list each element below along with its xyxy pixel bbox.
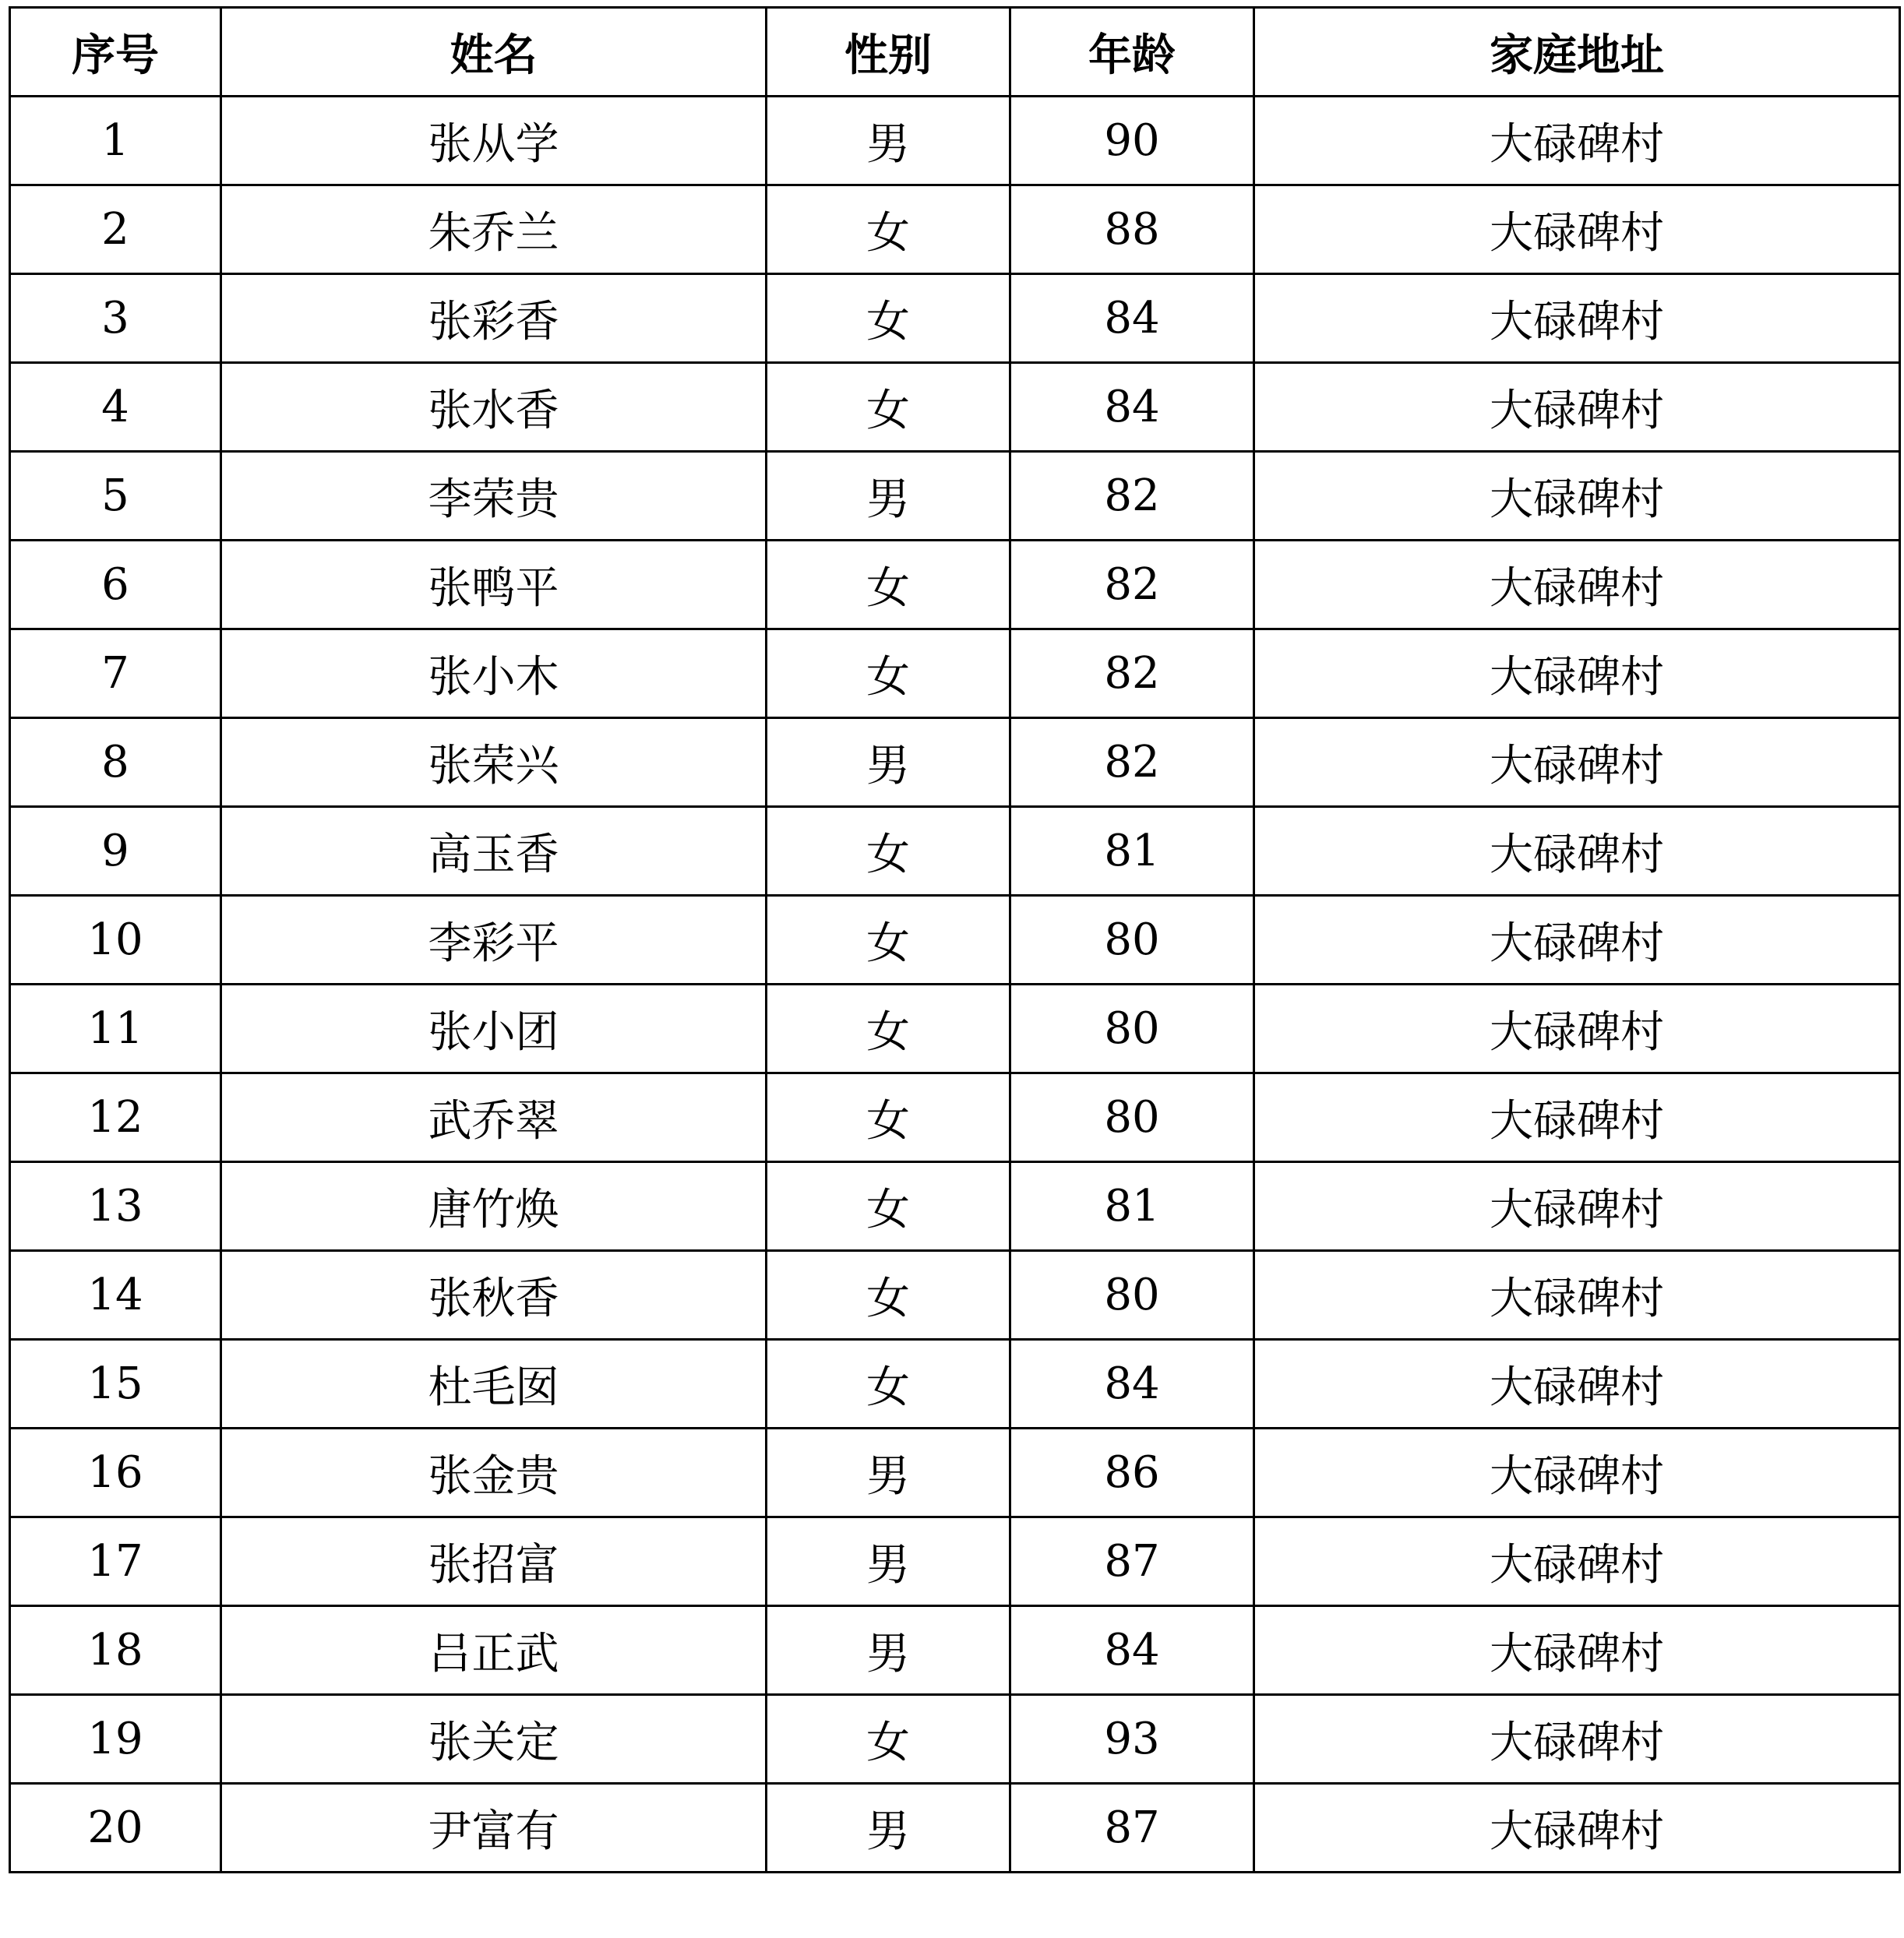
cell-gender: 女 [767, 363, 1010, 452]
cell-name: 李彩平 [221, 896, 767, 985]
cell-age: 80 [1010, 1073, 1254, 1162]
cell-age: 82 [1010, 541, 1254, 629]
table-row [10, 363, 1900, 452]
table-row [10, 1162, 1900, 1251]
cell-address: 大碌碑村 [1254, 452, 1900, 541]
cell-age: 93 [1010, 1695, 1254, 1784]
header-address: 家庭地址 [1254, 8, 1900, 97]
cell-gender: 女 [767, 541, 1010, 629]
table-row [10, 985, 1900, 1073]
table-row [10, 185, 1900, 274]
cell-name: 张鸭平 [221, 541, 767, 629]
table-row [10, 1073, 1900, 1162]
cell-name: 吕正武 [221, 1606, 767, 1695]
cell-gender: 女 [767, 985, 1010, 1073]
cell-address: 大碌碑村 [1254, 896, 1900, 985]
cell-gender: 女 [767, 629, 1010, 718]
cell-age: 81 [1010, 1162, 1254, 1251]
table-row [10, 629, 1900, 718]
cell-gender: 女 [767, 274, 1010, 363]
cell-address: 大碌碑村 [1254, 97, 1900, 185]
cell-name: 张水香 [221, 363, 767, 452]
header-name: 姓名 [221, 8, 767, 97]
cell-age: 87 [1010, 1517, 1254, 1606]
cell-address: 大碌碑村 [1254, 1517, 1900, 1606]
cell-name: 杜毛囡 [221, 1340, 767, 1429]
cell-age: 82 [1010, 629, 1254, 718]
cell-age: 82 [1010, 452, 1254, 541]
cell-address: 大碌碑村 [1254, 807, 1900, 896]
cell-index: 9 [10, 807, 221, 896]
cell-name: 张秋香 [221, 1251, 767, 1340]
cell-address: 大碌碑村 [1254, 1073, 1900, 1162]
cell-name: 张彩香 [221, 274, 767, 363]
cell-address: 大碌碑村 [1254, 1606, 1900, 1695]
cell-name: 武乔翠 [221, 1073, 767, 1162]
cell-age: 80 [1010, 896, 1254, 985]
cell-gender: 女 [767, 1340, 1010, 1429]
header-gender: 性别 [767, 8, 1010, 97]
cell-gender: 女 [767, 896, 1010, 985]
table-row [10, 718, 1900, 807]
cell-age: 80 [1010, 985, 1254, 1073]
cell-gender: 男 [767, 718, 1010, 807]
table-row [10, 274, 1900, 363]
cell-index: 1 [10, 97, 221, 185]
cell-gender: 女 [767, 1162, 1010, 1251]
cell-name: 朱乔兰 [221, 185, 767, 274]
cell-address: 大碌碑村 [1254, 629, 1900, 718]
table-row [10, 1695, 1900, 1784]
cell-index: 5 [10, 452, 221, 541]
cell-gender: 女 [767, 1073, 1010, 1162]
table-row [10, 541, 1900, 629]
cell-index: 19 [10, 1695, 221, 1784]
cell-address: 大碌碑村 [1254, 363, 1900, 452]
cell-name: 张从学 [221, 97, 767, 185]
cell-index: 12 [10, 1073, 221, 1162]
cell-age: 90 [1010, 97, 1254, 185]
table-body [10, 97, 1900, 1873]
table-row [10, 97, 1900, 185]
cell-index: 7 [10, 629, 221, 718]
cell-index: 15 [10, 1340, 221, 1429]
cell-name: 唐竹焕 [221, 1162, 767, 1251]
cell-name: 张小木 [221, 629, 767, 718]
cell-gender: 男 [767, 452, 1010, 541]
table-row [10, 1429, 1900, 1517]
header-age: 年龄 [1010, 8, 1254, 97]
cell-address: 大碌碑村 [1254, 1162, 1900, 1251]
cell-gender: 女 [767, 1251, 1010, 1340]
cell-name: 张金贵 [221, 1429, 767, 1517]
table-row [10, 807, 1900, 896]
cell-gender: 男 [767, 97, 1010, 185]
cell-age: 80 [1010, 1251, 1254, 1340]
cell-address: 大碌碑村 [1254, 1695, 1900, 1784]
cell-address: 大碌碑村 [1254, 274, 1900, 363]
cell-index: 13 [10, 1162, 221, 1251]
table-row [10, 1517, 1900, 1606]
cell-index: 10 [10, 896, 221, 985]
cell-name: 李荣贵 [221, 452, 767, 541]
table-row [10, 1784, 1900, 1873]
cell-index: 20 [10, 1784, 221, 1873]
cell-gender: 男 [767, 1784, 1010, 1873]
header-index: 序号 [10, 8, 221, 97]
residents-table [9, 6, 1901, 1873]
cell-age: 86 [1010, 1429, 1254, 1517]
cell-age: 84 [1010, 274, 1254, 363]
cell-address: 大碌碑村 [1254, 985, 1900, 1073]
cell-name: 张招富 [221, 1517, 767, 1606]
cell-index: 3 [10, 274, 221, 363]
cell-address: 大碌碑村 [1254, 718, 1900, 807]
cell-gender: 男 [767, 1517, 1010, 1606]
cell-index: 18 [10, 1606, 221, 1695]
cell-gender: 男 [767, 1429, 1010, 1517]
cell-age: 88 [1010, 185, 1254, 274]
cell-gender: 女 [767, 185, 1010, 274]
cell-index: 11 [10, 985, 221, 1073]
table-row [10, 1340, 1900, 1429]
cell-index: 14 [10, 1251, 221, 1340]
document-sheet [9, 6, 1899, 1873]
cell-index: 2 [10, 185, 221, 274]
cell-address: 大碌碑村 [1254, 1340, 1900, 1429]
cell-address: 大碌碑村 [1254, 1784, 1900, 1873]
cell-age: 87 [1010, 1784, 1254, 1873]
cell-name: 高玉香 [221, 807, 767, 896]
cell-name: 尹富有 [221, 1784, 767, 1873]
cell-address: 大碌碑村 [1254, 1429, 1900, 1517]
cell-gender: 女 [767, 807, 1010, 896]
cell-age: 84 [1010, 1340, 1254, 1429]
cell-index: 6 [10, 541, 221, 629]
cell-address: 大碌碑村 [1254, 1251, 1900, 1340]
cell-address: 大碌碑村 [1254, 541, 1900, 629]
table-row [10, 1606, 1900, 1695]
cell-address: 大碌碑村 [1254, 185, 1900, 274]
cell-age: 84 [1010, 363, 1254, 452]
table-row [10, 452, 1900, 541]
cell-name: 张关定 [221, 1695, 767, 1784]
cell-name: 张荣兴 [221, 718, 767, 807]
cell-age: 84 [1010, 1606, 1254, 1695]
cell-age: 81 [1010, 807, 1254, 896]
cell-gender: 男 [767, 1606, 1010, 1695]
cell-age: 82 [1010, 718, 1254, 807]
cell-gender: 女 [767, 1695, 1010, 1784]
table-row [10, 896, 1900, 985]
cell-index: 17 [10, 1517, 221, 1606]
cell-index: 4 [10, 363, 221, 452]
table-row [10, 1251, 1900, 1340]
table-header-row [10, 8, 1900, 97]
cell-name: 张小团 [221, 985, 767, 1073]
cell-index: 16 [10, 1429, 221, 1517]
cell-index: 8 [10, 718, 221, 807]
